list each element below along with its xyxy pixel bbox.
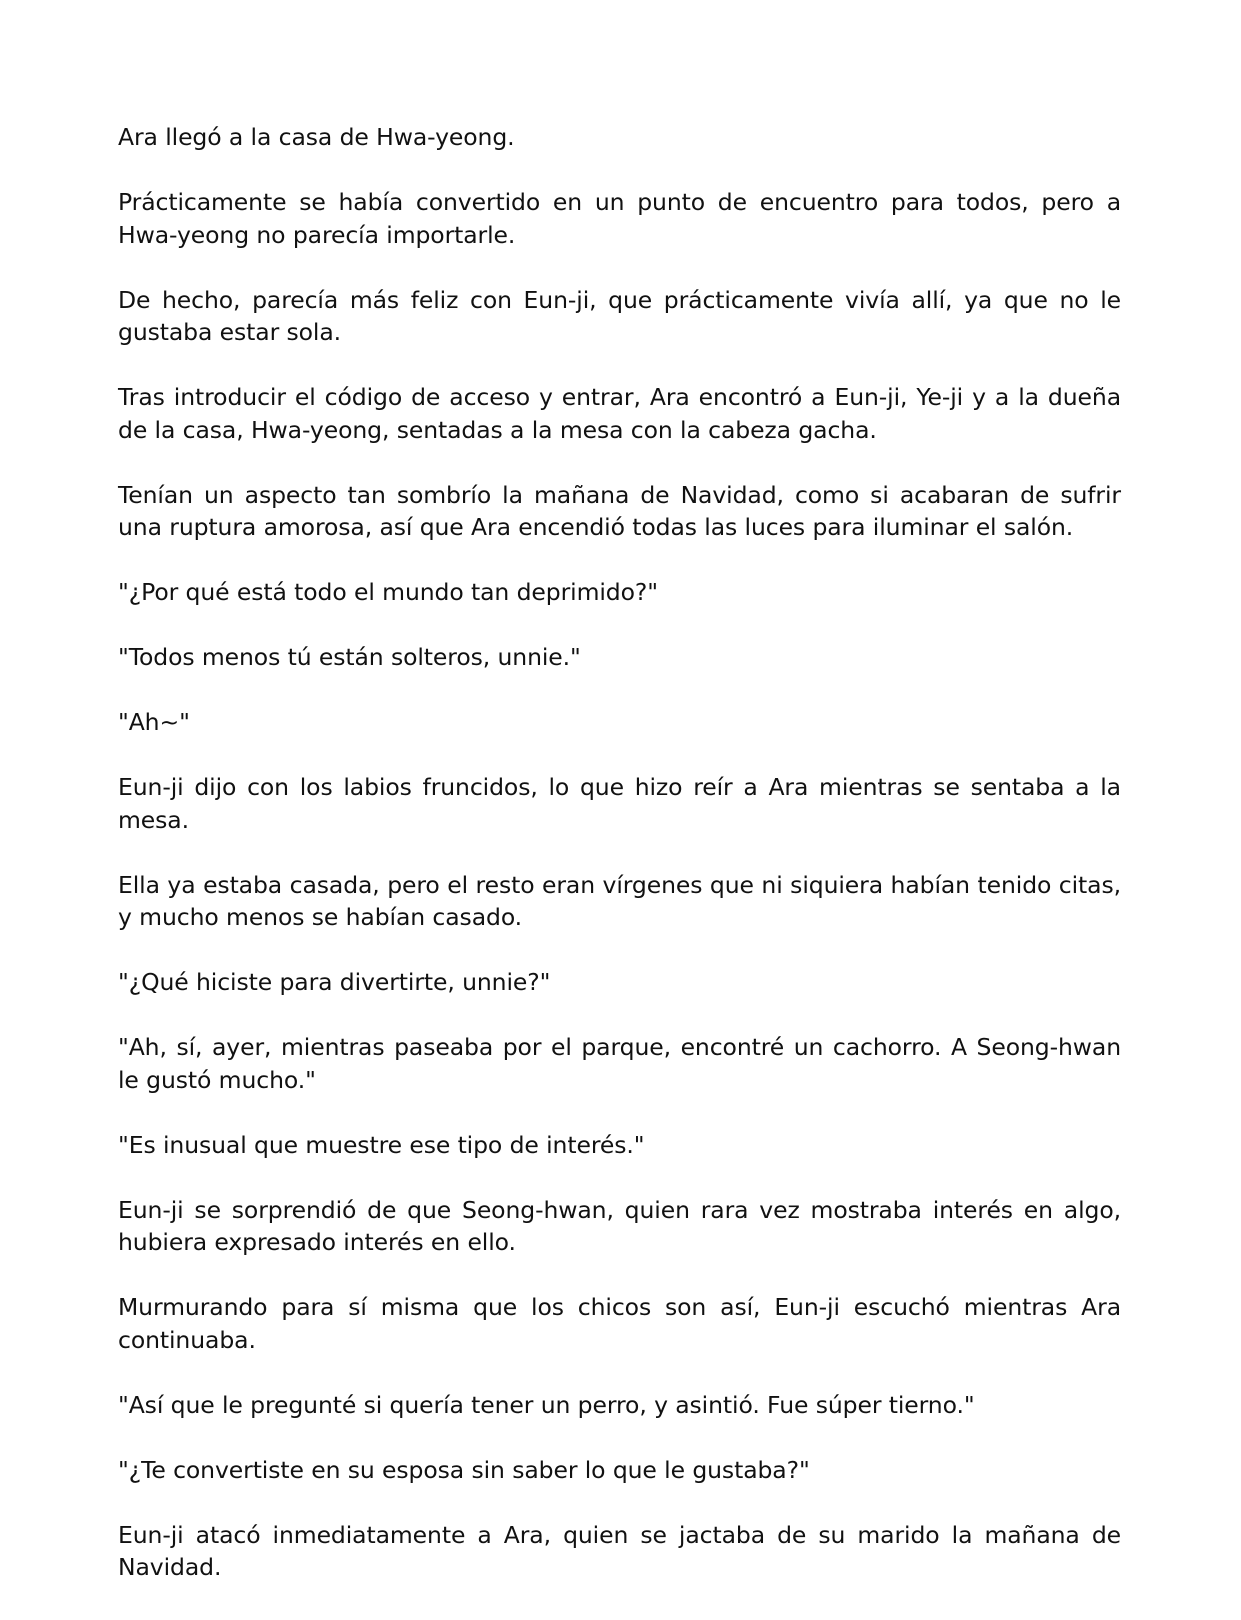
paragraph: Eun-ji atacó inmediatamente a Ara, quien se jactaba de su marido la mañana de Navidad.: [118, 1520, 1121, 1581]
paragraph: Ara llegó a la casa de Hwa-yeong.: [118, 123, 515, 151]
paragraph: Tras introducir el código de acceso y entrar, Ara encontró a Eun-ji, Ye-ji y a la dueña de la casa, Hwa-yeong, sentadas a la mesa con la cabeza gacha.: [118, 383, 1121, 444]
paragraph: Eun-ji se sorprendió de que Seong-hwan, quien rara vez mostraba interés en algo, hubiera expresado interés en ello.: [118, 1195, 1121, 1256]
paragraph: "¿Te convertiste en su esposa sin saber lo que le gustaba?": [118, 1455, 810, 1484]
paragraph: Prácticamente se había convertido en un punto de encuentro para todos, pero a Hwa-yeong no parecía importarle.: [118, 188, 1121, 249]
paragraph: "¿Por qué está todo el mundo tan deprimido?": [118, 578, 658, 606]
paragraph: "Ah~": [118, 708, 190, 736]
paragraph: "Es inusual que muestre ese tipo de interés.": [118, 1130, 645, 1159]
paragraph: "¿Qué hiciste para divertirte, unnie?": [118, 968, 551, 996]
paragraph: "Ah, sí, ayer, mientras paseaba por el parque, encontré un cachorro. A Seong-hwan le gustó mucho.": [118, 1033, 1121, 1094]
paragraph: Murmurando para sí misma que los chicos son así, Eun-ji escuchó mientras Ara continuaba.: [118, 1293, 1121, 1354]
paragraph: "Todos menos tú están solteros, unnie.": [118, 643, 581, 671]
paragraph: De hecho, parecía más feliz con Eun-ji, que prácticamente vivía allí, ya que no le gustaba estar sola.: [118, 285, 1121, 346]
paragraph: Eun-ji dijo con los labios fruncidos, lo que hizo reír a Ara mientras se sentaba a la mesa.: [118, 773, 1121, 834]
paragraph: Ella ya estaba casada, pero el resto eran vírgenes que ni siquiera habían tenido citas, y mucho menos se habían casado.: [118, 870, 1121, 931]
paragraph: Tenían un aspecto tan sombrío la mañana de Navidad, como si acabaran de sufrir una ruptura amorosa, así que Ara encendió todas las luces para iluminar el salón.: [118, 480, 1121, 541]
paragraph: "Así que le pregunté si quería tener un perro, y asintió. Fue súper tierno.": [118, 1390, 975, 1419]
